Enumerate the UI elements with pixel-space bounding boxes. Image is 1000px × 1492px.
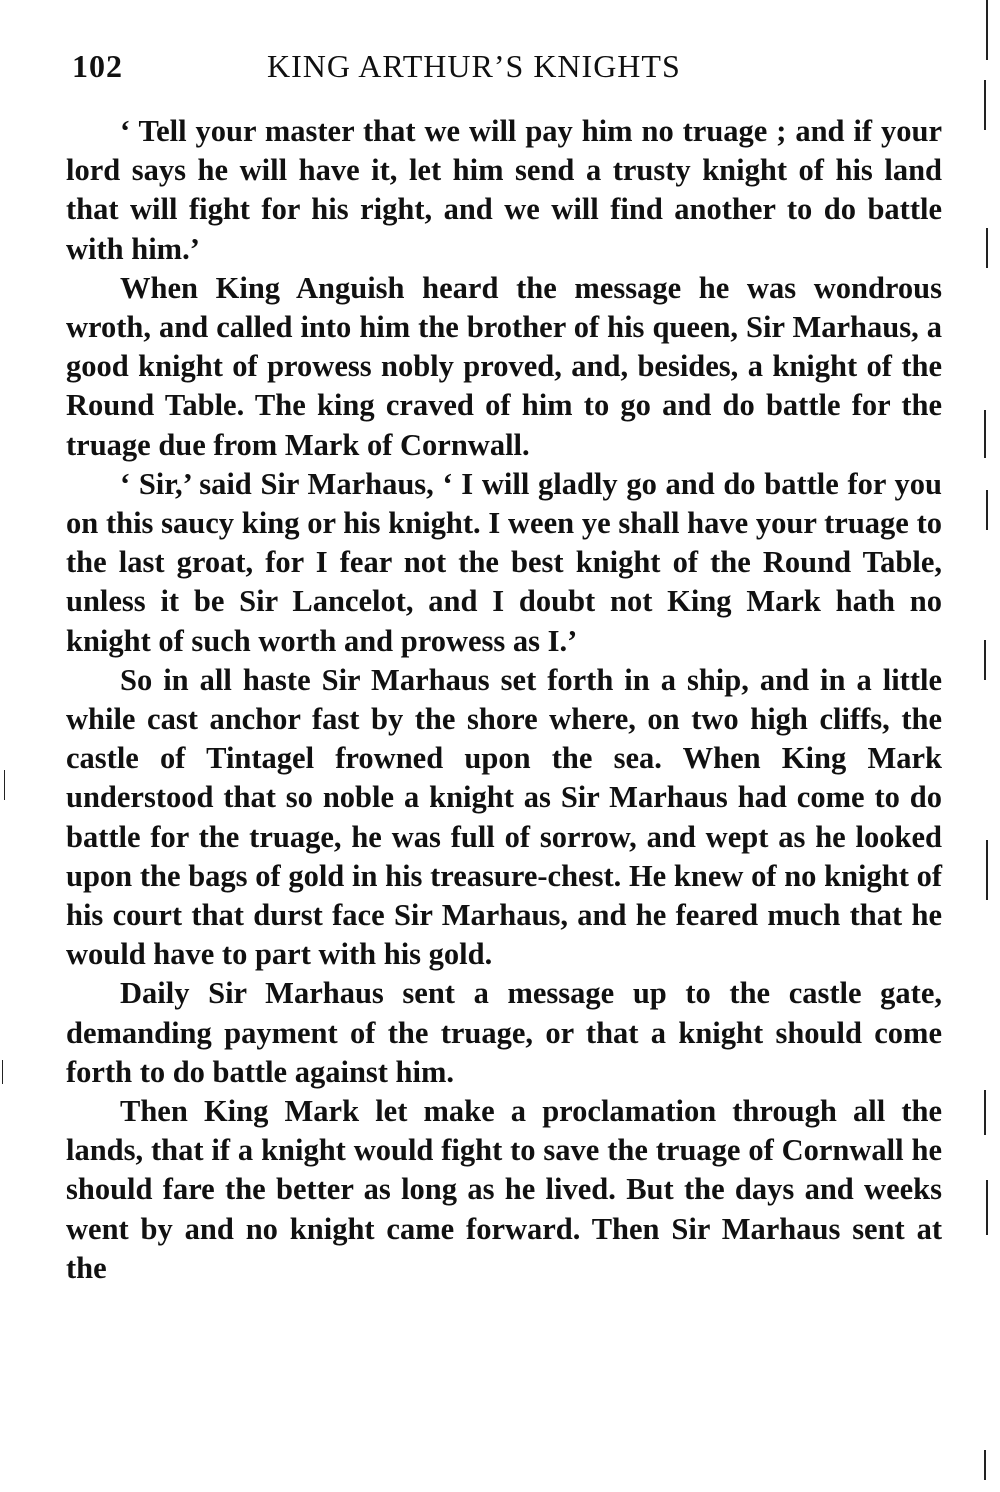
body-text xyxy=(66,112,942,1288)
scan-edge-mark xyxy=(984,410,986,458)
paragraph-5: Daily Sir Marhaus sent a message up to the castle gate, demanding payment of the truage, or that a knight should come forth to do battle against him. xyxy=(66,976,942,1089)
scan-edge-mark xyxy=(4,770,5,800)
scan-edge-mark xyxy=(984,1090,986,1135)
scan-edge-mark xyxy=(986,1180,988,1235)
scan-edge-mark xyxy=(2,1060,3,1084)
paragraph-1: ‘ Tell your master that we will pay him no truage ; and if your lord says he will have it, let him send a trusty knight of his land that will fight for his right, and we will find another to do battle with him.’ xyxy=(66,114,942,266)
scan-edge-mark xyxy=(986,0,988,60)
scan-edge-mark xyxy=(986,228,988,268)
paragraph-2: When King Anguish heard the message he was wondrous wroth, and called into him the brother of his queen, Sir Marhaus, a good knight of prowess nobly proved, and, besides, a knight of the Round Table. The king craved of him to go and do battle for the truage due from Mark of Cornwall. xyxy=(66,270,942,462)
paragraph-4: So in all haste Sir Marhaus set forth in a ship, and in a little while cast anchor fast by the shore where, on two high cliffs, the castle of Tintagel frowned upon the sea. When King Mark understood that so noble a knight as Sir Marhaus had come to do battle for the truage, he was full of sorrow, and wept as he looked upon the bags of gold in his treasure-chest. He knew of no knight of his court that durst face Sir Marhaus, and he feared much that he would have to part with his gold. xyxy=(66,662,942,972)
scan-edge-mark xyxy=(984,80,986,130)
page-number: 102 xyxy=(72,48,123,84)
page-header xyxy=(72,48,942,98)
paragraph-6: Then King Mark let make a proclamation through all the lands, that if a knight would fight to save the truage of Cornwall he should fare the better as long as he lived. But the days and weeks went by and no knight came forward. Then Sir Marhaus sent at the xyxy=(66,1094,942,1285)
scan-edge-mark xyxy=(986,490,988,530)
paragraph-3: ‘ Sir,’ said Sir Marhaus, ‘ I will gladly go and do battle for you on this saucy king or his knight. I ween ye shall have your truage to the last groat, for I fear not the best knight of the Round Table, unless it be Sir Lancelot, and I doubt not King Mark hath no knight of such worth and prowess as I.’ xyxy=(66,466,942,658)
scan-edge-mark xyxy=(984,1450,986,1480)
running-title: KING ARTHUR’S KNIGHTS xyxy=(267,48,681,84)
scan-edge-mark xyxy=(984,640,986,680)
scan-edge-mark xyxy=(986,840,988,900)
